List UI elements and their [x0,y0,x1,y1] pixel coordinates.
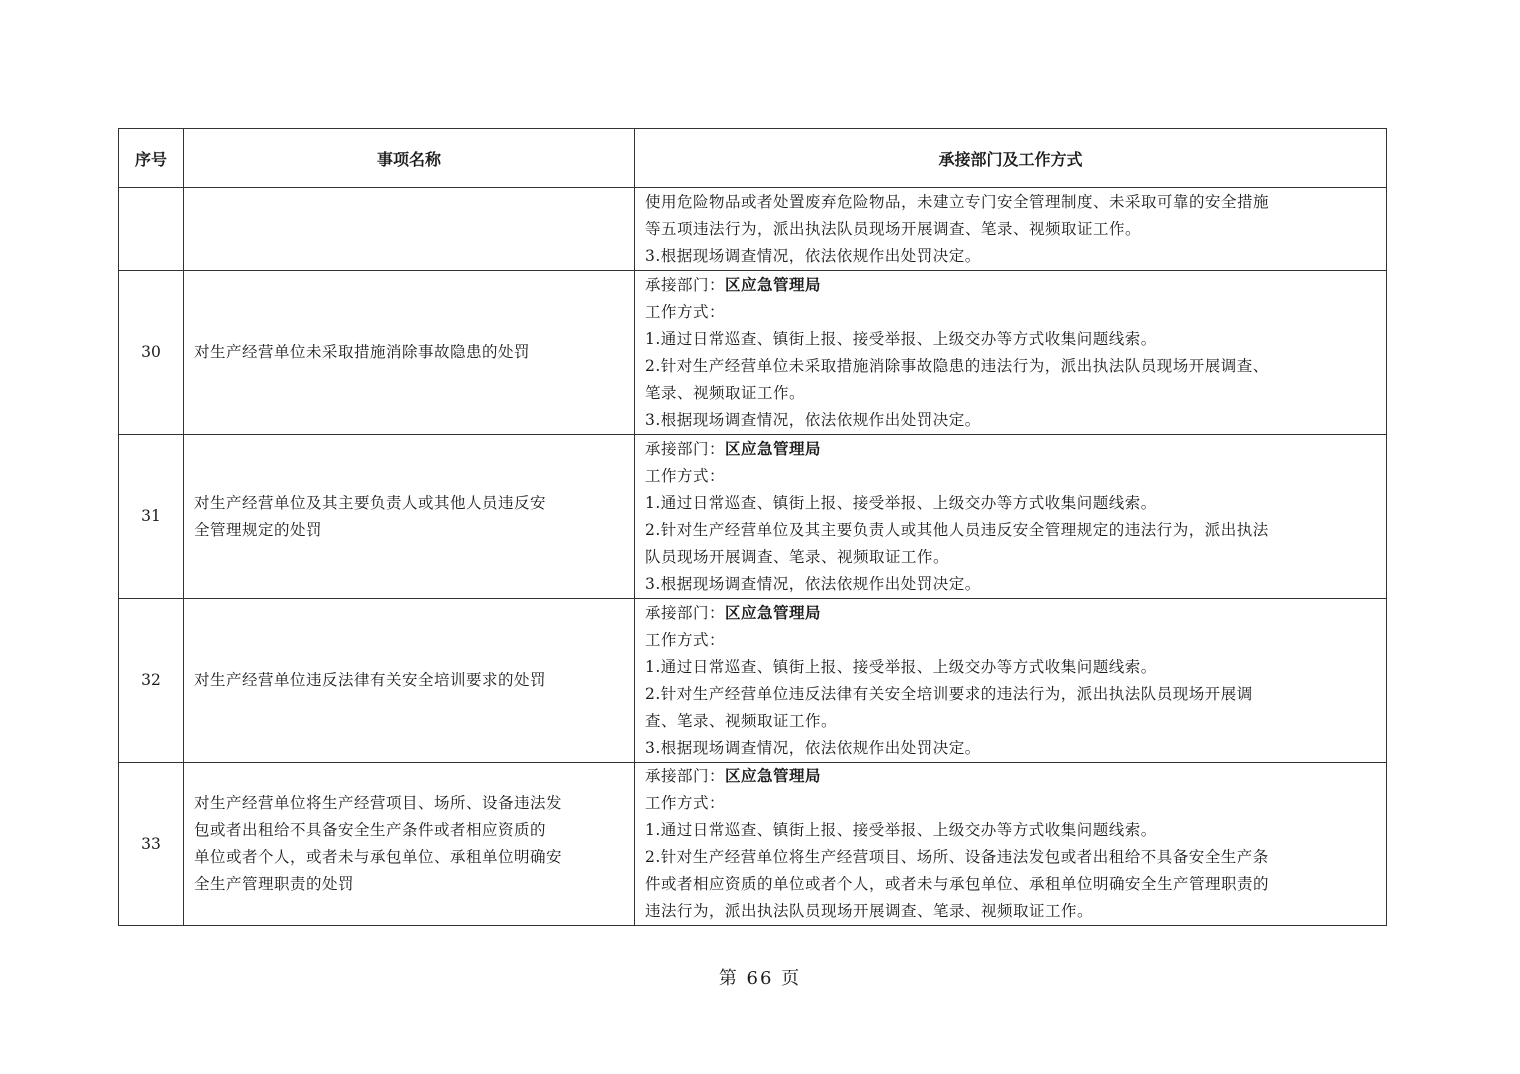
table-row-continuation [119,188,1387,271]
item-name-line: 对生产经营单位违反法律有关安全培训要求的处罚 [194,671,547,689]
dept-line [645,272,1378,299]
method-line: 1.通过日常巡查、镇街上报、接受举报、上级交办等方式收集问题线索。 [645,821,1157,839]
dept-name: 区应急管理局 [725,767,822,785]
method-line: 2.针对生产经营单位及其主要负责人或其他人员违反安全管理规定的违法行为，派出执法 [645,520,1269,539]
item-name-line: 单位或者个人，或者未与承包单位、承租单位明确安 [194,848,563,866]
header-item-name: 事项名称 [184,129,635,188]
cell-item-name [184,763,635,926]
method-line: 3.根据现场调查情况，依法依规作出处罚决定。 [645,574,981,593]
dept-name: 区应急管理局 [725,439,822,458]
table-row [119,763,1387,926]
cell-dept-method [635,188,1387,271]
method-line: 1.通过日常巡查、镇街上报、接受举报、上级交办等方式收集问题线索。 [645,329,1157,348]
cell-dept-method [635,599,1387,763]
cell-index: 30 [119,271,184,435]
dept-line [645,763,1378,790]
dept-name: 区应急管理局 [725,603,822,622]
dept-label: 承接部门： [645,439,726,458]
method-line: 3.根据现场调查情况，依法依规作出处罚决定。 [645,246,981,265]
method-line: 1.通过日常巡查、镇街上报、接受举报、上级交办等方式收集问题线索。 [645,657,1157,676]
dept-name: 区应急管理局 [725,275,822,294]
header-row [119,129,1387,188]
method-line: 笔录、视频取证工作。 [645,383,806,402]
dept-line [645,600,1378,627]
cell-index: 32 [119,599,184,763]
dept-label: 承接部门： [645,767,726,785]
cell-dept-method [635,435,1387,599]
method-label: 工作方式： [645,794,726,812]
item-name-line: 对生产经营单位将生产经营项目、场所、设备违法发 [194,794,563,812]
item-name-line: 包或者出租给不具备安全生产条件或者相应资质的 [194,821,547,839]
table-row [119,271,1387,435]
dept-line [645,436,1378,463]
method-line: 2.针对生产经营单位将生产经营项目、场所、设备违法发包或者出租给不具备安全生产条 [645,848,1269,866]
cell-index: 33 [119,763,184,926]
cell-index [119,188,184,271]
method-line: 违法行为，派出执法队员现场开展调查、笔录、视频取证工作。 [645,902,1094,920]
cell-dept-method [635,763,1387,926]
method-line: 1.通过日常巡查、镇街上报、接受举报、上级交办等方式收集问题线索。 [645,493,1157,512]
item-name-line: 对生产经营单位及其主要负责人或其他人员违反安 [194,493,547,512]
method-label: 工作方式： [645,466,726,485]
dept-label: 承接部门： [645,275,726,294]
cell-item-name [184,271,635,435]
header-index: 序号 [119,129,184,188]
dept-label: 承接部门： [645,603,726,622]
method-label: 工作方式： [645,302,726,321]
cell-item-name [184,599,635,763]
item-name-line: 全管理规定的处罚 [194,520,323,539]
method-line: 3.根据现场调查情况，依法依规作出处罚决定。 [645,410,981,429]
page-number: 第 66 页 [718,968,802,989]
header-dept-method: 承接部门及工作方式 [635,129,1387,188]
item-name-line: 全生产管理职责的处罚 [194,875,355,893]
method-line: 队员现场开展调查、笔录、视频取证工作。 [645,547,950,566]
method-line: 等五项违法行为，派出执法队员现场开展调查、笔录、视频取证工作。 [645,219,1142,238]
items-table [118,128,1387,926]
cell-index: 31 [119,435,184,599]
method-line: 件或者相应资质的单位或者个人，或者未与承包单位、承租单位明确安全生产管理职责的 [645,875,1270,893]
item-name-line: 对生产经营单位未采取措施消除事故隐患的处罚 [194,343,531,361]
method-line: 3.根据现场调查情况，依法依规作出处罚决定。 [645,738,981,757]
table-row [119,435,1387,599]
method-line: 2.针对生产经营单位违反法律有关安全培训要求的违法行为，派出执法队员现场开展调 [645,684,1253,703]
table-row [119,599,1387,763]
cell-dept-method [635,271,1387,435]
cell-item-name [184,435,635,599]
cell-item-name [184,188,635,271]
method-line: 2.针对生产经营单位未采取措施消除事故隐患的违法行为，派出执法队员现场开展调查、 [645,356,1269,375]
method-line: 查、笔录、视频取证工作。 [645,711,838,730]
method-label: 工作方式： [645,630,726,649]
method-line: 使用危险物品或者处置废弃危险物品，未建立专门安全管理制度、未采取可靠的安全措施 [645,192,1270,211]
